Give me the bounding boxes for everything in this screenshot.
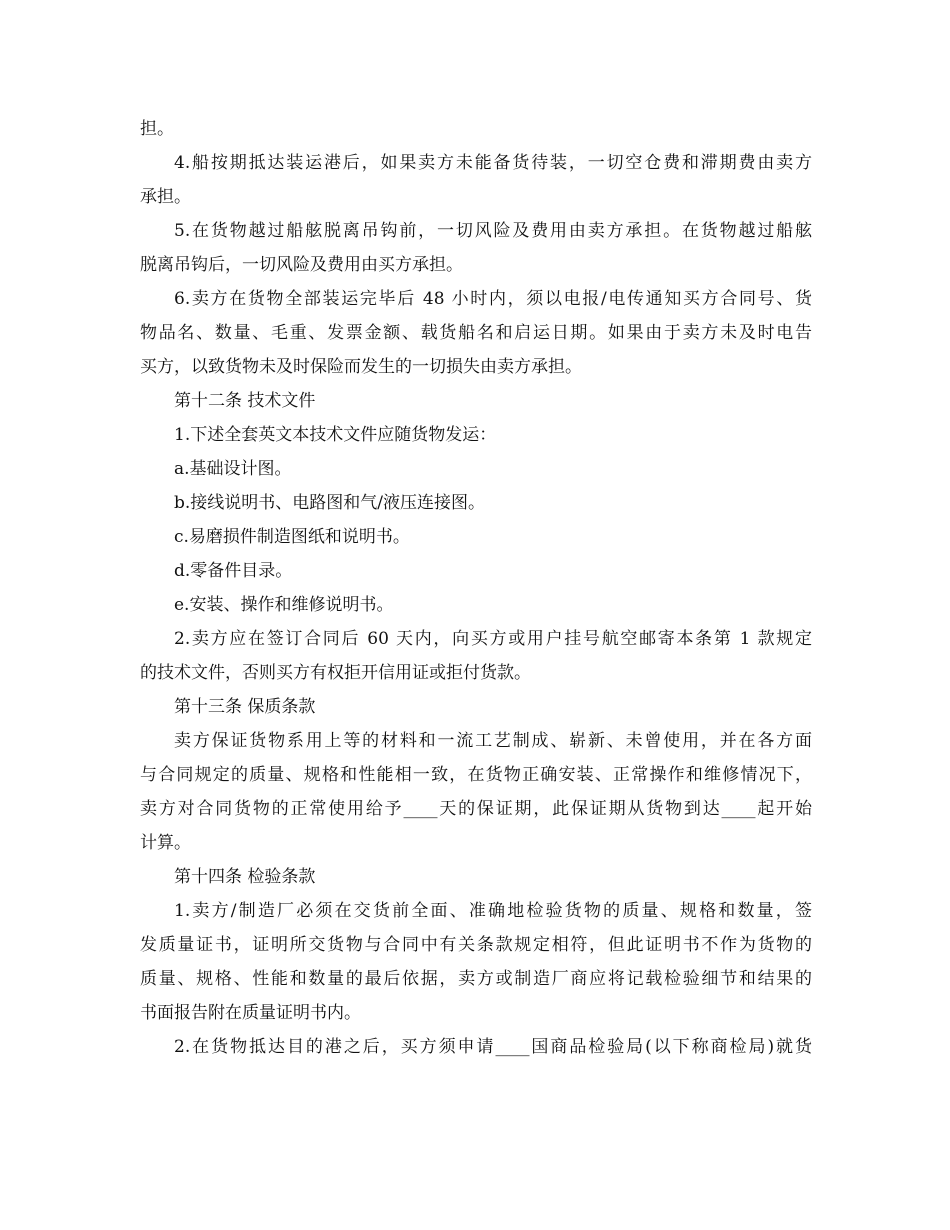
text-line: c.易磨损件制造图纸和说明书。 xyxy=(174,527,410,547)
text-line: 第十三条 保质条款 xyxy=(174,697,316,717)
text-line: 5.在货物越过船舷脱离吊钩前，一切风险及费用由卖方承担。在货物越过船舷 xyxy=(174,221,812,241)
text-line: 的技术文件，否则买方有权拒开信用证或拒付货款。 xyxy=(140,663,531,683)
text-line: b.接线说明书、电路图和气/液压连接图。 xyxy=(174,493,486,513)
text-line: 买方，以致货物未及时保险而发生的一切损失由卖方承担。 xyxy=(140,357,582,377)
text-line: 1.下述全套英文本技术文件应随货物发运： xyxy=(174,425,497,445)
text-line: 与合同规定的质量、规格和性能相一致，在货物正确安装、正常操作和维修情况下， xyxy=(140,765,812,785)
text-line: 书面报告附在质量证明书内。 xyxy=(140,1003,361,1023)
text-line: 2.卖方应在签订合同后 60 天内，向买方或用户挂号航空邮寄本条第 1 款规定 xyxy=(174,629,812,649)
text-line: 第十四条 检验条款 xyxy=(174,867,316,887)
text-line: 2.在货物抵达目的港之后，买方须申请____国商品检验局(以下称商检局)就货 xyxy=(174,1037,812,1057)
text-line: a.基础设计图。 xyxy=(174,459,292,479)
text-line: 发质量证书，证明所交货物与合同中有关条款规定相符，但此证明书不作为货物的 xyxy=(140,935,812,955)
text-line: 脱离吊钩后，一切风险及费用由买方承担。 xyxy=(140,255,463,275)
text-line: 卖方对合同货物的正常使用给予____天的保证期，此保证期从货物到达____起开始 xyxy=(140,799,812,819)
text-line: 卖方保证货物系用上等的材料和一流工艺制成、崭新、未曾使用，并在各方面 xyxy=(174,731,812,751)
text-line: 承担。 xyxy=(140,187,191,207)
text-line: d.零备件目录。 xyxy=(174,561,293,581)
text-line: 物品名、数量、毛重、发票金额、载货船名和启运日期。如果由于卖方未及时电告 xyxy=(140,323,812,343)
text-line: 计算。 xyxy=(140,833,191,853)
text-line: 担。 xyxy=(140,119,174,139)
text-line: e.安装、操作和维修说明书。 xyxy=(174,595,394,615)
text-line: 1.卖方/制造厂必须在交货前全面、准确地检验货物的质量、规格和数量，签 xyxy=(174,901,812,921)
text-line: 4.船按期抵达装运港后，如果卖方未能备货待装，一切空仓费和滞期费由卖方 xyxy=(174,153,812,173)
text-line: 6.卖方在货物全部装运完毕后 48 小时内，须以电报/电传通知买方合同号、货 xyxy=(174,289,812,309)
text-line: 质量、规格、性能和数量的最后依据，卖方或制造厂商应将记载检验细节和结果的 xyxy=(140,969,812,989)
text-line: 第十二条 技术文件 xyxy=(174,391,316,411)
contract-text xyxy=(140,112,812,1064)
